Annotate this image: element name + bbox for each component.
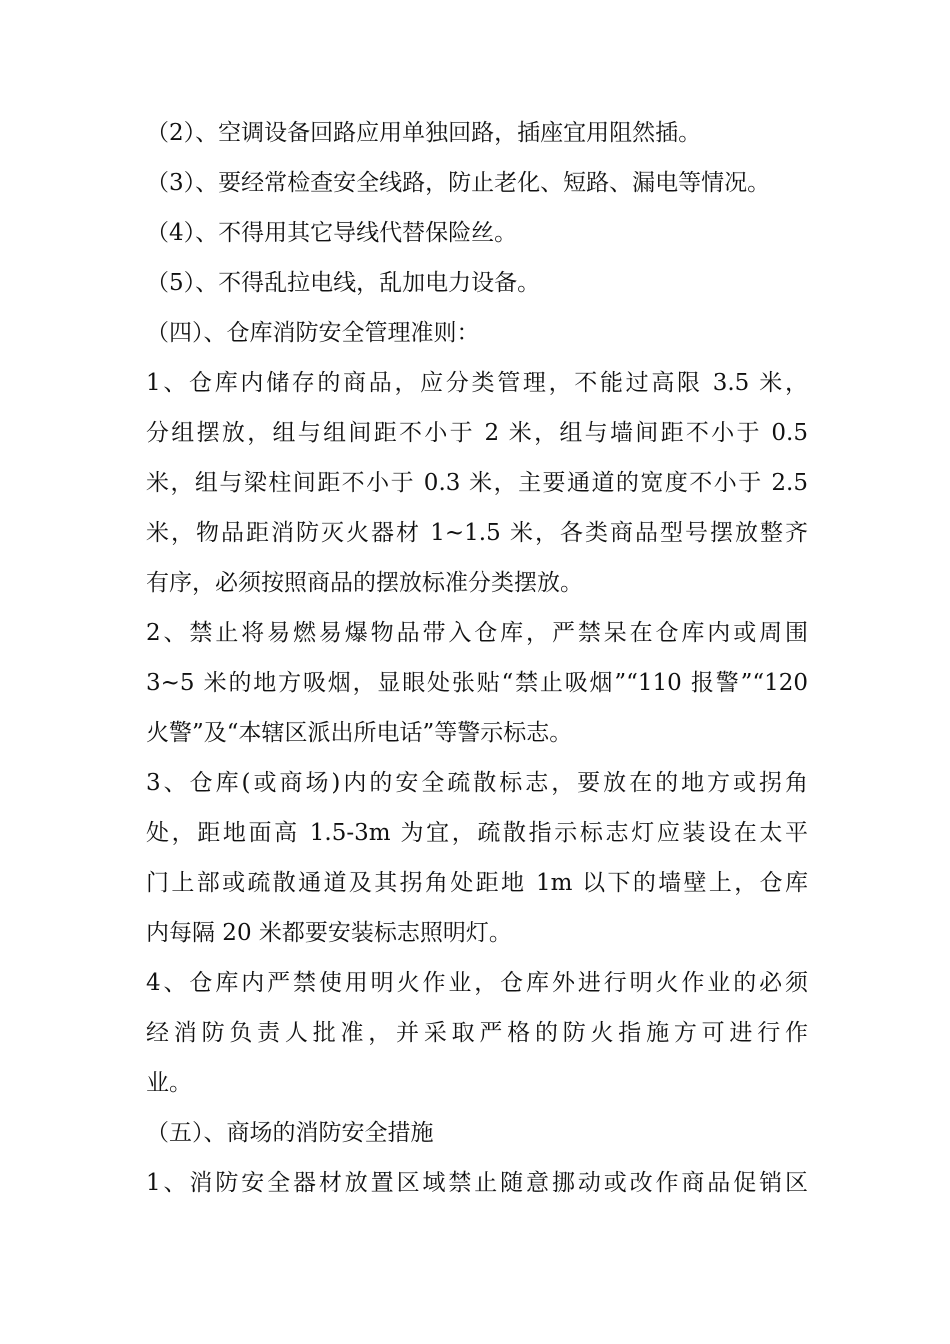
- text-line-17: 内每隔 20 米都要安装标志照明灯。: [146, 920, 512, 946]
- text-line-1: （2）、空调设备回路应用单独回路，插座宜用阻然插。: [146, 120, 702, 146]
- text-line-8: 米，组与梁柱间距不小于 0.3 米，主要通道的宽度不小于 2.5: [146, 470, 808, 496]
- section-heading-4: （四）、仓库消防安全管理准则：: [146, 320, 480, 346]
- text-line-14: 3、仓库(或商场)内的安全疏散标志，要放在的地方或拐角: [146, 770, 808, 796]
- text-line-20: 业。: [146, 1070, 192, 1096]
- text-line-4: （5）、不得乱拉电线，乱加电力设备。: [146, 270, 541, 296]
- text-line-7: 分组摆放，组与组间距不小于 2 米，组与墙间距不小于 0.5: [146, 420, 808, 446]
- document-body: [146, 108, 808, 1208]
- text-line-15: 处，距地面高 1.5-3m 为宜，疏散指示标志灯应装设在太平: [146, 820, 808, 846]
- text-line-11: 2、禁止将易燃易爆物品带入仓库，严禁呆在仓库内或周围: [146, 620, 808, 646]
- text-line-18: 4、仓库内严禁使用明火作业，仓库外进行明火作业的必须: [146, 970, 808, 996]
- text-line-6: 1、仓库内储存的商品，应分类管理，不能过高限 3.5 米，: [146, 370, 808, 396]
- text-line-3: （4）、不得用其它导线代替保险丝。: [146, 220, 518, 246]
- text-line-13: 火警”及“本辖区派出所电话”等警示标志。: [146, 720, 573, 746]
- text-line-19: 经消防负责人批准，并采取严格的防火指施方可进行作: [146, 1020, 808, 1046]
- text-line-9: 米，物品距消防灭火器材 1~1.5 米，各类商品型号摆放整齐: [146, 520, 808, 546]
- text-line-2: （3）、要经常检查安全线路，防止老化、短路、漏电等情况。: [146, 170, 771, 196]
- text-line-12: 3~5 米的地方吸烟，显眼处张贴“禁止吸烟”“110 报警”“120: [146, 670, 808, 696]
- text-line-22: 1、消防安全器材放置区域禁止随意挪动或改作商品促销区: [146, 1170, 808, 1196]
- section-heading-5: （五）、商场的消防安全措施: [146, 1120, 434, 1146]
- text-line-10: 有序，必须按照商品的摆放标准分类摆放。: [146, 570, 583, 596]
- text-line-16: 门上部或疏散通道及其拐角处距地 1m 以下的墙壁上，仓库: [146, 870, 808, 896]
